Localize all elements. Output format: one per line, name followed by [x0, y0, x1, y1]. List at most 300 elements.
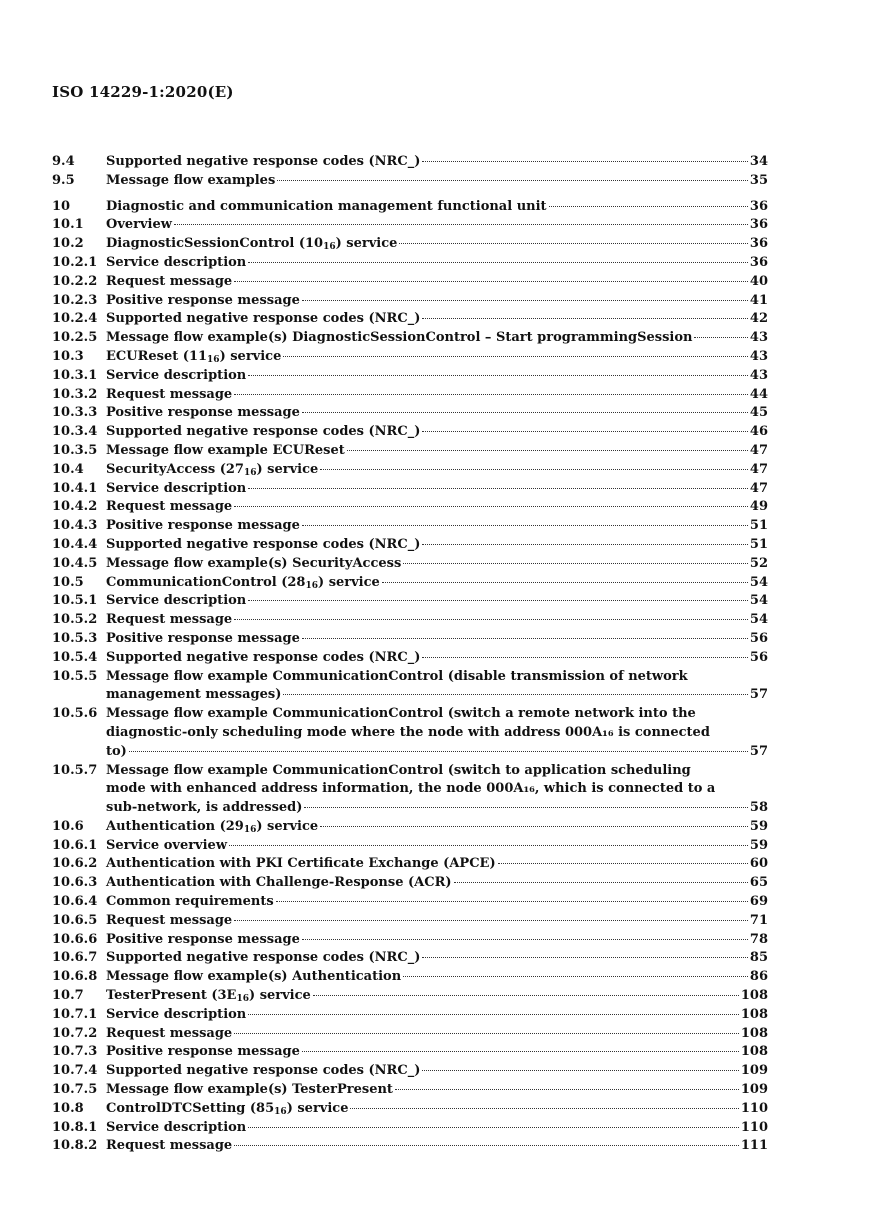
- toc-entry[interactable]: [52, 480, 768, 499]
- toc-entry[interactable]: [52, 423, 768, 442]
- toc-entry-page-number: 57: [749, 687, 768, 703]
- toc-entry[interactable]: [52, 153, 768, 172]
- toc-entry-number: 10.6.1: [52, 837, 98, 853]
- dot-leader: [248, 488, 748, 489]
- toc-entry-title-text: Request message: [106, 386, 233, 402]
- toc-entry-title: [106, 837, 227, 856]
- toc-entry[interactable]: [52, 874, 768, 893]
- subscript-radix: 16: [305, 580, 319, 591]
- toc-entry-number: 10.3: [52, 348, 84, 364]
- toc-entry-title: [106, 1062, 420, 1081]
- toc-entry-page-number: 47: [749, 442, 768, 458]
- toc-entry-title: [106, 386, 232, 405]
- toc-entry[interactable]: [52, 893, 768, 912]
- toc-entry-title-line: diagnostic-only scheduling mode where the node with address 000A₁₆ is connected: [106, 724, 710, 740]
- toc-entry[interactable]: [52, 1062, 768, 1081]
- toc-entry-number: 10.4: [52, 461, 84, 477]
- toc-entry-line: [106, 216, 768, 235]
- dot-leader: [382, 582, 748, 583]
- toc-entry-body: [106, 1006, 768, 1025]
- toc-entry-number: 9.5: [52, 172, 75, 188]
- table-of-contents: [52, 153, 768, 1156]
- subscript-radix: 16: [207, 354, 220, 365]
- toc-entry-body: [106, 498, 768, 517]
- toc-entry[interactable]: [52, 386, 768, 405]
- toc-entry[interactable]: [52, 498, 768, 517]
- toc-entry-title: [106, 743, 127, 762]
- dot-leader: [498, 863, 748, 864]
- toc-entry[interactable]: [52, 536, 768, 555]
- toc-entry-title-text: Message flow example(s) DiagnosticSessionControl – Start programmingSession: [106, 330, 693, 346]
- toc-entry-title-text: to): [106, 743, 127, 759]
- toc-entry-title: [106, 153, 420, 172]
- toc-entry-line: [106, 686, 768, 705]
- toc-entry-page-number: 109: [740, 1063, 768, 1079]
- toc-entry-page-number: 51: [749, 518, 768, 534]
- toc-entry-title: [106, 1100, 348, 1119]
- toc-entry-line: [106, 837, 768, 856]
- toc-entry-line: [106, 348, 768, 367]
- toc-entry-page-number: 85: [749, 950, 768, 966]
- dot-leader: [276, 901, 748, 902]
- toc-entry-title-line: Message flow example CommunicationControl (switch to application scheduling: [106, 762, 691, 778]
- dot-leader: [283, 694, 748, 695]
- dot-leader: [302, 939, 748, 940]
- toc-entry-line: [106, 1006, 768, 1025]
- toc-entry-title: [106, 198, 547, 217]
- toc-entry-title: [106, 1119, 246, 1138]
- toc-entry-line: [106, 329, 768, 348]
- toc-entry-title: [106, 611, 232, 630]
- toc-entry-body: [106, 931, 768, 950]
- toc-entry-body: [106, 480, 768, 499]
- toc-entry[interactable]: [52, 1081, 768, 1100]
- toc-entry-page-number: 34: [749, 154, 768, 169]
- toc-entry-body: [106, 949, 768, 968]
- toc-entry-title-text: Supported negative response codes (NRC_): [106, 649, 421, 665]
- dot-leader: [302, 300, 748, 301]
- toc-entry-title-suffix: ) service: [318, 574, 380, 590]
- dot-leader: [302, 412, 748, 413]
- toc-entry[interactable]: [52, 705, 768, 761]
- toc-entry-line: [106, 1043, 768, 1062]
- toc-entry[interactable]: [52, 367, 768, 386]
- toc-entry-page-number: 52: [749, 555, 768, 571]
- dot-leader: [403, 563, 748, 564]
- toc-entry-number: 10.2.1: [52, 254, 98, 270]
- toc-entry-title: [106, 949, 420, 968]
- toc-entry-page-number: 51: [749, 536, 768, 552]
- toc-entry-page-number: 86: [749, 969, 768, 985]
- dot-leader: [422, 544, 748, 545]
- toc-entry-title-line: Message flow example CommunicationControl (disable transmission of network: [106, 668, 688, 684]
- toc-entry-number: 10.2.4: [52, 311, 98, 327]
- subscript-radix: 16: [243, 467, 257, 478]
- toc-entry-line: [106, 1100, 768, 1119]
- toc-entry-title-text: Message flow example(s) TesterPresent: [106, 1082, 393, 1098]
- toc-entry-line: [106, 649, 768, 668]
- toc-entry-title: [106, 555, 401, 574]
- toc-entry-line: [106, 1025, 768, 1044]
- toc-entry-title: [106, 480, 246, 499]
- toc-entry[interactable]: [52, 630, 768, 649]
- toc-entry[interactable]: [52, 968, 768, 987]
- toc-entry-title-text: Positive response message: [106, 931, 300, 947]
- toc-entry-title-text: ControlDTCSetting (85: [106, 1100, 275, 1116]
- toc-entry-title: [106, 292, 300, 311]
- toc-entry-title-text: Supported negative response codes (NRC_): [106, 424, 421, 440]
- toc-entry-page-number: 59: [749, 818, 768, 834]
- toc-entry-page-number: 108: [740, 1025, 768, 1041]
- toc-entry-title: [106, 1137, 232, 1156]
- toc-entry[interactable]: [52, 855, 768, 874]
- toc-entry-line: [106, 235, 768, 254]
- toc-entry-body: [106, 348, 768, 367]
- dot-leader: [313, 995, 739, 996]
- toc-entry-line: [106, 386, 768, 405]
- toc-entry-page-number: 57: [749, 743, 768, 759]
- toc-entry[interactable]: [52, 1137, 768, 1156]
- toc-entry-line: [106, 172, 768, 191]
- toc-entry-number: 10.7.4: [52, 1063, 98, 1079]
- toc-entry-line: [106, 292, 768, 311]
- toc-entry-body: [106, 611, 768, 630]
- toc-entry-line: [106, 987, 768, 1006]
- toc-entry-number: 10: [52, 198, 71, 214]
- toc-entry-number: 10.7.3: [52, 1044, 98, 1060]
- toc-entry-title: [106, 649, 420, 668]
- toc-entry[interactable]: [52, 818, 768, 837]
- toc-entry-title: [106, 630, 300, 649]
- toc-entry[interactable]: [52, 216, 768, 235]
- toc-entry-title-text: Message flow examples: [106, 172, 276, 188]
- toc-entry-page-number: 41: [749, 292, 768, 308]
- toc-entry[interactable]: [52, 235, 768, 254]
- toc-entry-line: [106, 367, 768, 386]
- toc-entry-title: [106, 893, 274, 912]
- toc-entry-number: 10.8: [52, 1100, 84, 1116]
- toc-entry-body: [106, 442, 768, 461]
- toc-entry-body: [106, 461, 768, 480]
- toc-entry[interactable]: [52, 172, 768, 191]
- toc-entry-body: [106, 837, 768, 856]
- toc-entry-body: [106, 404, 768, 423]
- dot-leader: [234, 506, 748, 507]
- toc-entry-title-text: Supported negative response codes (NRC_): [106, 311, 421, 327]
- dot-leader: [347, 450, 748, 451]
- toc-entry-body: [106, 555, 768, 574]
- toc-entry[interactable]: [52, 574, 768, 593]
- toc-entry-page-number: 58: [749, 800, 768, 816]
- toc-entry-title: [106, 235, 397, 254]
- toc-entry-number: 10.3.1: [52, 367, 98, 383]
- dot-leader: [399, 243, 747, 244]
- toc-entry-line: [106, 893, 768, 912]
- toc-entry-body: [106, 273, 768, 292]
- dot-leader: [454, 882, 748, 883]
- toc-entry-line: [106, 536, 768, 555]
- toc-entry-line: [106, 931, 768, 950]
- toc-entry-body: [106, 292, 768, 311]
- toc-entry-number: 10.7.1: [52, 1006, 98, 1022]
- toc-entry-title-text: Service description: [106, 254, 247, 270]
- toc-entry-line: [106, 517, 768, 536]
- toc-entry-page-number: 56: [749, 649, 768, 665]
- toc-entry-number: 10.6.2: [52, 856, 98, 872]
- toc-entry-line: [106, 254, 768, 273]
- toc-entry[interactable]: [52, 310, 768, 329]
- toc-entry-title: [106, 498, 232, 517]
- toc-entry[interactable]: [52, 461, 768, 480]
- dot-leader: [248, 375, 748, 376]
- toc-entry-title: [106, 855, 496, 874]
- toc-entry-title: [106, 592, 246, 611]
- toc-entry-title: [106, 1081, 393, 1100]
- toc-entry-page-number: 42: [749, 311, 768, 327]
- dot-leader: [403, 976, 748, 977]
- toc-entry-title-suffix: ) service: [249, 988, 311, 1004]
- toc-entry-title: [106, 254, 246, 273]
- toc-entry-title: [106, 931, 300, 950]
- toc-entry-title-text: Request message: [106, 273, 233, 289]
- toc-entry[interactable]: [52, 912, 768, 931]
- toc-entry-page-number: 59: [749, 837, 768, 853]
- dot-leader: [302, 1051, 739, 1052]
- toc-entry-title-text: Authentication with PKI Certificate Exchange (APCE): [106, 856, 496, 872]
- dot-leader: [229, 845, 748, 846]
- toc-entry-title-text: sub-network, is addressed): [106, 800, 303, 816]
- toc-entry-title-text: ECUReset (11: [106, 348, 208, 364]
- toc-entry[interactable]: [52, 555, 768, 574]
- dot-leader: [395, 1089, 739, 1090]
- toc-entry-number: 10.4.1: [52, 480, 98, 496]
- toc-entry-page-number: 36: [749, 254, 768, 270]
- toc-entry-line: [106, 423, 768, 442]
- toc-entry-title-text: TesterPresent (3E: [106, 988, 237, 1004]
- toc-entry-body: [106, 254, 768, 273]
- toc-entry[interactable]: [52, 348, 768, 367]
- toc-entry-title-text: Service description: [106, 593, 247, 609]
- toc-entry-page-number: 36: [749, 198, 768, 214]
- toc-entry-line: [106, 743, 768, 762]
- toc-entry-line: [106, 442, 768, 461]
- toc-entry-page-number: 36: [749, 217, 768, 233]
- toc-entry-body: [106, 1081, 768, 1100]
- toc-entry-title-suffix: ) service: [219, 348, 282, 364]
- toc-entry[interactable]: [52, 837, 768, 856]
- toc-entry-page-number: 56: [749, 630, 768, 646]
- toc-entry-title: [106, 517, 300, 536]
- dot-leader: [422, 657, 748, 658]
- subscript-radix: 16: [236, 994, 250, 1005]
- toc-entry[interactable]: [52, 668, 768, 706]
- toc-entry-title-suffix: ) service: [256, 818, 319, 834]
- toc-entry-line: [106, 404, 768, 423]
- toc-entry[interactable]: [52, 404, 768, 423]
- toc-entry-page-number: 45: [749, 405, 768, 421]
- toc-entry-title-text: Common requirements: [106, 894, 274, 910]
- toc-entry-title: [106, 1025, 232, 1044]
- toc-entry-title-text: Supported negative response codes (NRC_): [106, 950, 421, 966]
- toc-entry[interactable]: [52, 762, 768, 818]
- toc-entry-number: 10.2: [52, 236, 84, 252]
- dot-leader: [129, 751, 748, 752]
- toc-entry-body: [106, 329, 768, 348]
- toc-entry-title: [106, 442, 345, 461]
- dot-leader: [248, 262, 748, 263]
- toc-entry-body: [106, 1100, 768, 1119]
- subscript-radix: 16: [243, 824, 257, 835]
- toc-entry-page-number: 109: [740, 1082, 768, 1098]
- toc-entry-body: [106, 649, 768, 668]
- toc-entry-line: [106, 912, 768, 931]
- toc-entry-body: [106, 668, 768, 706]
- dot-leader: [234, 1033, 739, 1034]
- toc-entry-title-text: Authentication (29: [106, 818, 244, 834]
- toc-entry-number: 10.5.6: [52, 706, 98, 722]
- toc-entry-line: [106, 818, 768, 837]
- toc-entry-page-number: 44: [749, 386, 768, 402]
- toc-entry-page-number: 46: [749, 424, 768, 440]
- toc-entry-line: [106, 555, 768, 574]
- toc-entry-number: 10.6.5: [52, 912, 98, 928]
- toc-entry-title-text: Service description: [106, 367, 247, 383]
- toc-entry[interactable]: [52, 949, 768, 968]
- subscript-radix: 16: [323, 242, 336, 253]
- toc-entry-title-text: Diagnostic and communication management functional unit: [106, 198, 547, 214]
- toc-entry-line: [106, 1137, 768, 1156]
- dot-leader: [174, 224, 748, 225]
- toc-entry-title-text: Service description: [106, 1006, 247, 1022]
- toc-entry-title: [106, 818, 318, 837]
- toc-entry-page-number: 110: [740, 1119, 768, 1135]
- toc-entry-title: [106, 574, 380, 593]
- toc-entry-line: [106, 874, 768, 893]
- toc-entry-line: [106, 592, 768, 611]
- toc-entry-body: [106, 216, 768, 235]
- toc-entry-page-number: 35: [749, 172, 768, 188]
- toc-entry-title: [106, 216, 172, 235]
- toc-entry[interactable]: [52, 273, 768, 292]
- toc-entry-page-number: 47: [749, 461, 768, 477]
- toc-entry[interactable]: [52, 611, 768, 630]
- toc-entry-page-number: 49: [749, 499, 768, 515]
- toc-entry-title-text: CommunicationControl (28: [106, 574, 306, 590]
- toc-entry[interactable]: [52, 292, 768, 311]
- toc-entry-number: 10.5: [52, 574, 84, 590]
- toc-entry-line: [106, 480, 768, 499]
- toc-entry-page-number: 43: [749, 330, 768, 346]
- toc-entry-title-text: Request message: [106, 1025, 233, 1041]
- toc-entry-line: [106, 153, 768, 172]
- dot-leader: [277, 180, 748, 181]
- toc-entry-number: 10.3.4: [52, 424, 98, 440]
- toc-entry-body: [106, 592, 768, 611]
- dot-leader: [304, 807, 747, 808]
- toc-entry-title-suffix: ) service: [286, 1100, 349, 1116]
- toc-entry-number: 10.2.5: [52, 330, 98, 346]
- dot-leader: [422, 1070, 739, 1071]
- dot-leader: [422, 431, 748, 432]
- toc-entry-page-number: 43: [749, 367, 768, 383]
- toc-entry-body: [106, 235, 768, 254]
- toc-entry[interactable]: [52, 442, 768, 461]
- toc-entry-number: 10.3.3: [52, 405, 98, 421]
- toc-entry-page-number: 60: [749, 856, 768, 872]
- toc-entry-page-number: 54: [749, 612, 768, 628]
- toc-entry-title: [106, 799, 302, 818]
- toc-entry-page-number: 65: [749, 875, 768, 891]
- dot-leader: [422, 161, 748, 162]
- toc-entry-body: [106, 423, 768, 442]
- toc-entry-body: [106, 172, 768, 191]
- toc-entry-body: [106, 1137, 768, 1156]
- toc-entry-title: [106, 329, 692, 348]
- toc-entry[interactable]: [52, 329, 768, 348]
- toc-entry[interactable]: [52, 1100, 768, 1119]
- dot-leader: [422, 318, 748, 319]
- subscript-radix: 16: [274, 1106, 287, 1117]
- toc-entry-title-text: Positive response message: [106, 1044, 300, 1060]
- toc-entry-number: 10.5.7: [52, 762, 98, 778]
- toc-entry-title: [106, 367, 246, 386]
- toc-entry[interactable]: [52, 592, 768, 611]
- dot-leader: [248, 1127, 739, 1128]
- toc-entry[interactable]: [52, 1043, 768, 1062]
- document-header: ISO 14229-1:2020(E): [52, 83, 234, 101]
- toc-entry-page-number: 111: [740, 1138, 768, 1154]
- toc-entry-page-number: 71: [749, 912, 768, 928]
- toc-entry-number: 10.2.3: [52, 292, 98, 308]
- toc-entry-title-text: Supported negative response codes (NRC_): [106, 1063, 421, 1079]
- toc-entry-body: [106, 386, 768, 405]
- toc-entry-page-number: 36: [749, 236, 768, 252]
- toc-entry-body: [106, 198, 768, 217]
- dot-leader: [694, 337, 747, 338]
- dot-leader: [302, 638, 748, 639]
- toc-entry-body: [106, 574, 768, 593]
- toc-entry-number: 10.5.5: [52, 668, 98, 684]
- toc-entry-body: [106, 1025, 768, 1044]
- toc-entry[interactable]: [52, 517, 768, 536]
- toc-entry[interactable]: [52, 1119, 768, 1138]
- toc-entry-title-text: Request message: [106, 612, 233, 628]
- toc-entry-number: 10.4.3: [52, 518, 98, 534]
- toc-entry-body: [106, 705, 768, 761]
- toc-entry[interactable]: [52, 649, 768, 668]
- toc-entry-title-text: SecurityAccess (27: [106, 461, 244, 477]
- toc-entry-line: [106, 310, 768, 329]
- toc-entry-page-number: 78: [749, 931, 768, 947]
- toc-entry[interactable]: [52, 1006, 768, 1025]
- toc-entry-title: [106, 1043, 300, 1062]
- toc-entry[interactable]: [52, 254, 768, 273]
- toc-entry-line: [106, 855, 768, 874]
- toc-entry-number: 10.7: [52, 988, 84, 1004]
- dot-leader: [234, 281, 748, 282]
- toc-entry-title: [106, 912, 232, 931]
- toc-entry-title-suffix: ) service: [256, 461, 319, 477]
- toc-entry-body: [106, 912, 768, 931]
- toc-entry-number: 10.5.1: [52, 593, 98, 609]
- toc-entry-page-number: 108: [740, 1044, 768, 1060]
- toc-entry-title-text: Supported negative response codes (NRC_): [106, 536, 421, 552]
- toc-entry-title-text: Service description: [106, 1119, 247, 1135]
- toc-entry[interactable]: [52, 1025, 768, 1044]
- toc-entry[interactable]: [52, 987, 768, 1006]
- toc-entry[interactable]: [52, 198, 768, 217]
- toc-entry[interactable]: [52, 931, 768, 950]
